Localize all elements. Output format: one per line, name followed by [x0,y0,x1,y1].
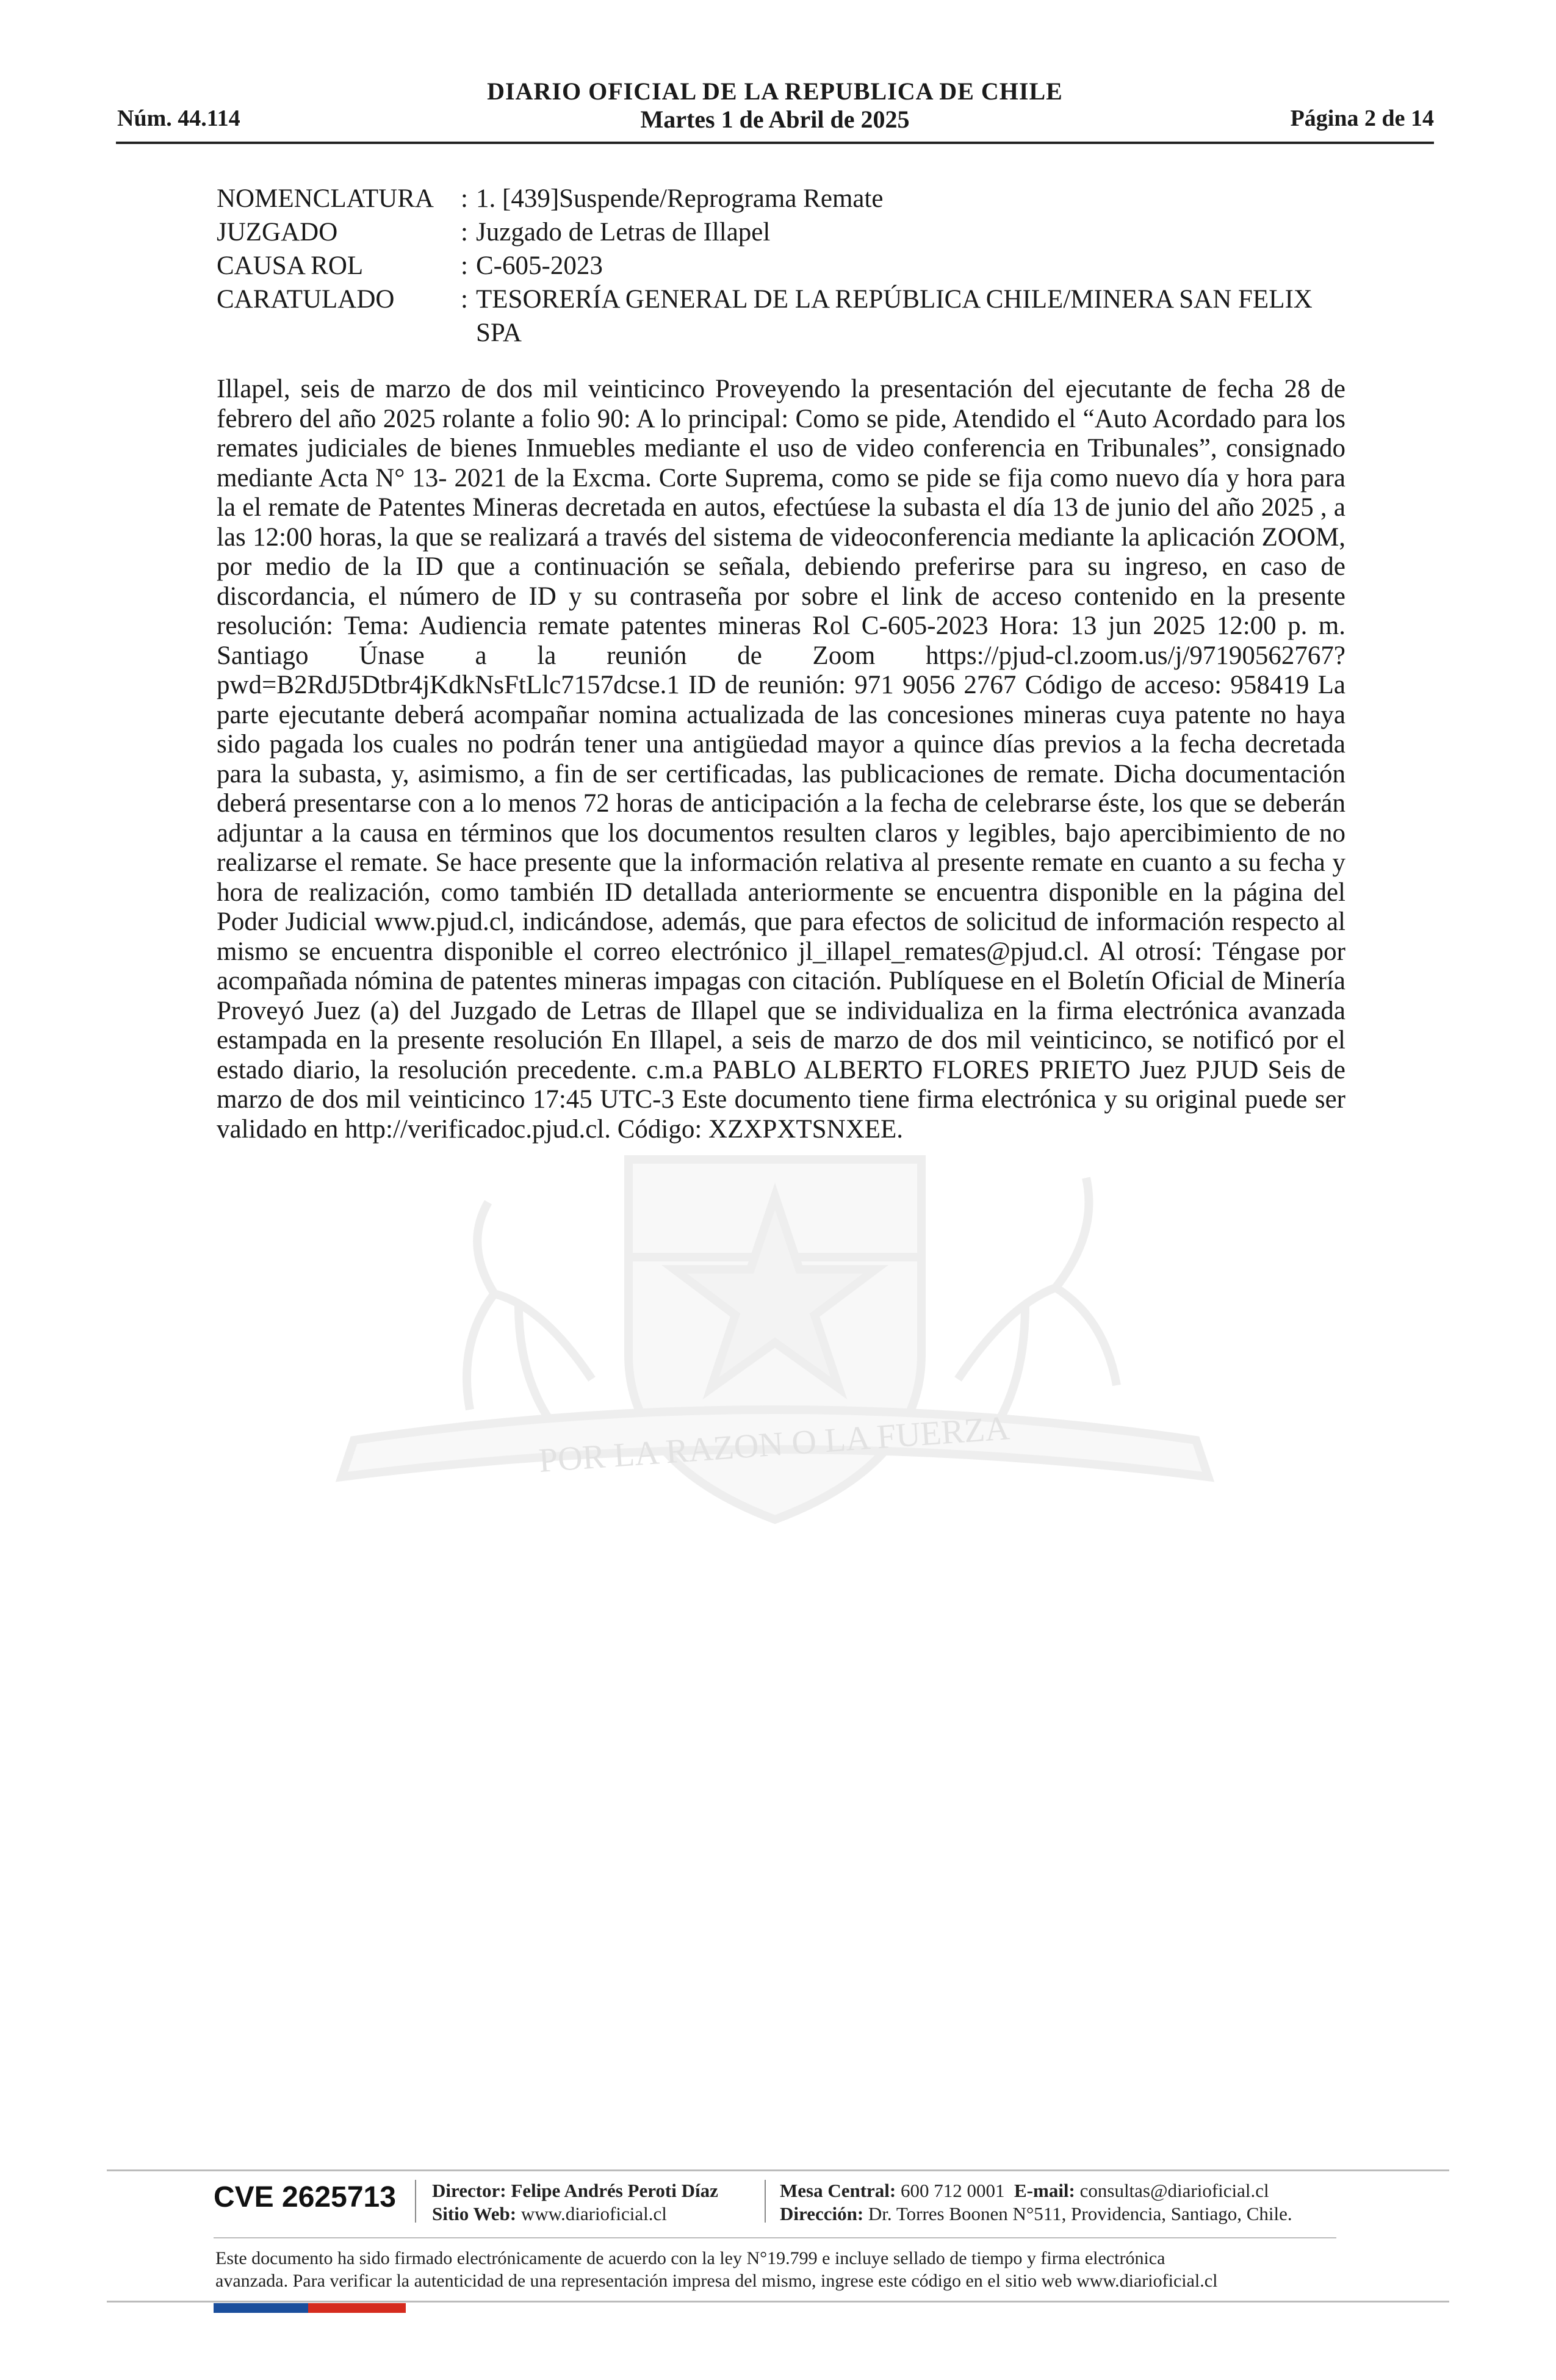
meta-label: CAUSA ROL [217,251,364,280]
issue-number: Núm. 44.114 [117,106,240,131]
coat-of-arms-watermark [201,1123,1349,1623]
meta-row-caratulado [217,283,1352,350]
meta-label: CARATULADO [217,285,395,314]
director-label: Director: [432,2180,506,2201]
meta-colon: : [461,184,468,213]
meta-value: TESORERÍA GENERAL DE LA REPÚBLICA CHILE/MINERA SAN FELIX SPA [476,285,1313,347]
email-link[interactable]: consultas@diarioficial.cl [1079,2180,1269,2201]
meta-value: Juzgado de Letras de Illapel [476,218,771,247]
publication-title: DIARIO OFICIAL DE LA REPUBLICA DE CHILE [487,78,1063,105]
email-label: E-mail: [1014,2180,1075,2201]
meta-label: JUZGADO [217,218,338,247]
issue-date: Martes 1 de Abril de 2025 [640,106,910,133]
address-value: Dr. Torres Boonen N°511, Providencia, Santiago, Chile. [868,2203,1292,2224]
page-header [116,73,1434,144]
footer-separator [415,2180,416,2223]
legal-line: avanzada. Para verificar la autenticidad de una representación impresa del mismo, ingrese este código en el sitio web www.diarioficial.cl [215,2271,1218,2291]
page-number: Página 2 de 14 [1290,106,1434,131]
legal-line: Este documento ha sido firmado electrónicamente de acuerdo con la ley N°19.799 e incluye sellado de tiempo y firma electrónica [215,2248,1165,2268]
director-name: Felipe Andrés Peroti Díaz [511,2180,718,2201]
meta-colon: : [461,251,468,280]
watermark-motto: POR LA RAZON O LA FUERZA [537,1409,1011,1480]
footer-contact-block [780,2179,1292,2226]
footer-divider [107,2301,1449,2302]
meta-row-causa-rol [217,249,1352,283]
meta-row-nomenclatura [217,182,1352,215]
phone-value: 600 712 0001 [901,2180,1005,2201]
meta-colon: : [461,285,468,314]
meta-label: NOMENCLATURA [217,184,434,213]
footer-divider [107,2169,1449,2171]
address-label: Dirección: [780,2203,864,2224]
footer-separator [765,2180,766,2223]
flag-stripe-blue [214,2303,308,2313]
phone-label: Mesa Central: [780,2180,896,2201]
meta-value: C-605-2023 [476,251,603,280]
footer-director-block [432,2179,718,2226]
website-link[interactable]: www.diarioficial.cl [520,2203,667,2224]
cve-code: CVE 2625713 [214,2181,396,2213]
website-label: Sitio Web: [432,2203,517,2224]
case-metadata [217,182,1352,350]
footer-divider [214,2237,1336,2238]
meta-value: 1. [439]Suspende/Reprograma Remate [476,184,884,213]
flag-stripe-red [308,2303,406,2313]
meta-row-juzgado [217,215,1352,249]
legal-notice [215,2247,1344,2292]
meta-colon: : [461,218,468,247]
resolution-body: Illapel, seis de marzo de dos mil veinticinco Proveyendo la presentación del ejecutante de fecha 28 de febrero del año 2025 rolante a folio 90: A lo principal: Como se pide, Atendido el “Auto Acordado para los remates judiciales de bienes Inmuebles mediante el uso de video conferencia en Tribunales”, consignado mediante Acta N° 13- 2021 de la Excma. Corte Suprema, como se pide se fija como nuevo día y hora para la el remate de Patentes Mineras decretada en autos, efectúese la subasta el día 13 de junio del año 2025 , a las 12:00 horas, la que se realizará a través del sistema de videoconferencia mediante la aplicación ZOOM, por medio de la ID que a continuación se señala, debiendo preferirse para su ingreso, en caso de discordancia, el número de ID y su contraseña por sobre el link de acceso contenido en la presente resolución: Tema: Audiencia remate patentes mineras Rol C-605-2023 Hora: 13 jun 2025 12:00 p. m. Santiago Únase a la reunión de Zoom https://pjud-cl.zoom.us/j/97190562767?pwd=B2RdJ5Dtbr4jKdkNsFtLlc7157dcse.1 ID de reunión: 971 9056 2767 Código de acceso: 958419 La parte ejecutante deberá acompañar nomina actualizada de las concesiones mineras cuya patente no haya sido pagada los cuales no podrán tener una antigüedad mayor a quince días previos a la fecha decretada para la subasta, y, asimismo, a fin de ser certificadas, las publicaciones de remate. Dicha documentación deberá presentarse con a lo menos 72 horas de anticipación a la fecha de celebrarse éste, los que se deberán adjuntar a la causa en términos que los documentos resulten claros y legibles, bajo apercibimiento de no realizarse el remate. Se hace presente que la información relativa al presente remate en cuanto a su fecha y hora de realización, como también ID detallada anteriormente se encuentra disponible en la página del Poder Judicial www.pjud.cl, indicándose, además, que para efectos de solicitud de información respecto al mismo se encuentra disponible el correo electrónico jl_illapel_remates@pjud.cl. Al otrosí: Téngase por acompañada nómina de patentes mineras impagas con citación. Publíquese en el Boletín Oficial de Minería Proveyó Juez (a) del Juzgado de Letras de Illapel que se individualiza en la firma electrónica avanzada estampada en la presente resolución En Illapel, a seis de marzo de dos mil veinticinco, se notificó por el estado diario, la resolución precedente. c.m.a PABLO ALBERTO FLORES PRIETO Juez PJUD Seis de marzo de dos mil veinticinco 17:45 UTC-3 Este documento tiene firma electrónica y su original puede ser validado en http://verificadoc.pjud.cl. Código: XZXPXTSNXEE. [217,375,1345,1144]
